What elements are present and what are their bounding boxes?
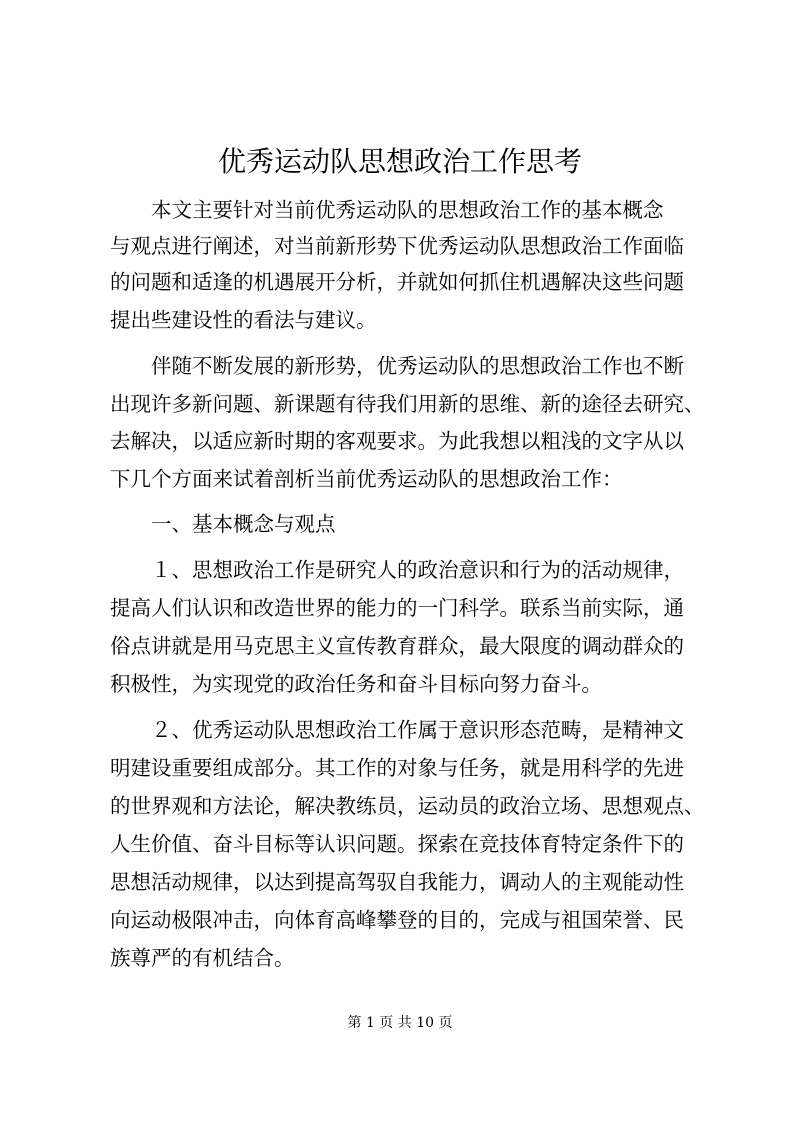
- paragraph-line: 的问题和适逢的机遇展开分析，并就如何抓住机遇解决这些问题: [110, 270, 684, 294]
- paragraph-line: 思想活动规律，以达到提高驾驭自我能力，调动人的主观能动性: [110, 870, 684, 894]
- paragraph-line: 积极性，为实现党的政治任务和奋斗目标向努力奋斗。: [110, 672, 602, 696]
- section-heading: 一、基本概念与观点: [110, 512, 336, 536]
- paragraph-line: 提高人们认识和改造世界的能力的一门科学。联系当前实际，通: [110, 596, 684, 620]
- paragraph-line: 的世界观和方法论，解决教练员，运动员的政治立场、思想观点、: [110, 794, 705, 818]
- paragraph-line: 向运动极限冲击，向体育高峰攀登的目的，完成与祖国荣誉、民: [110, 908, 684, 932]
- paragraph-line: 人生价值、奋斗目标等认识问题。探索在竞技体育特定条件下的: [110, 832, 684, 856]
- paragraph-line: 俗点讲就是用马克思主义宣传教育群众，最大限度的调动群众的: [110, 634, 684, 658]
- paragraph-line: 明建设重要组成部分。其工作的对象与任务，就是用科学的先进: [110, 756, 684, 780]
- paragraph-line: 本文主要针对当前优秀运动队的思想政治工作的基本概念: [110, 198, 664, 222]
- paragraph-line: 出现许多新问题、新课题有待我们用新的思维、新的途径去研究、: [110, 392, 705, 416]
- document-title: 优秀运动队思想政治工作思考: [217, 145, 582, 178]
- paragraph-line: 去解决，以适应新时期的客观要求。为此我想以粗浅的文字从以: [110, 429, 684, 453]
- paragraph-line: １、思想政治工作是研究人的政治意识和行为的活动规律，: [110, 558, 684, 582]
- paragraph-line: 提出些建设性的看法与建议。: [110, 308, 377, 332]
- paragraph-line: ２、优秀运动队思想政治工作属于意识形态范畴，是精神文: [110, 718, 684, 742]
- paragraph-line: 族尊严的有机结合。: [110, 946, 295, 970]
- paragraph-line: 下几个方面来试着剖析当前优秀运动队的思想政治工作：: [110, 467, 623, 491]
- page-number-footer: 第 1 页 共 10 页: [347, 1015, 453, 1031]
- paragraph-line: 伴随不断发展的新形势，优秀运动队的思想政治工作也不断: [110, 354, 684, 378]
- paragraph-line: 与观点进行阐述，对当前新形势下优秀运动队思想政治工作面临: [110, 234, 684, 258]
